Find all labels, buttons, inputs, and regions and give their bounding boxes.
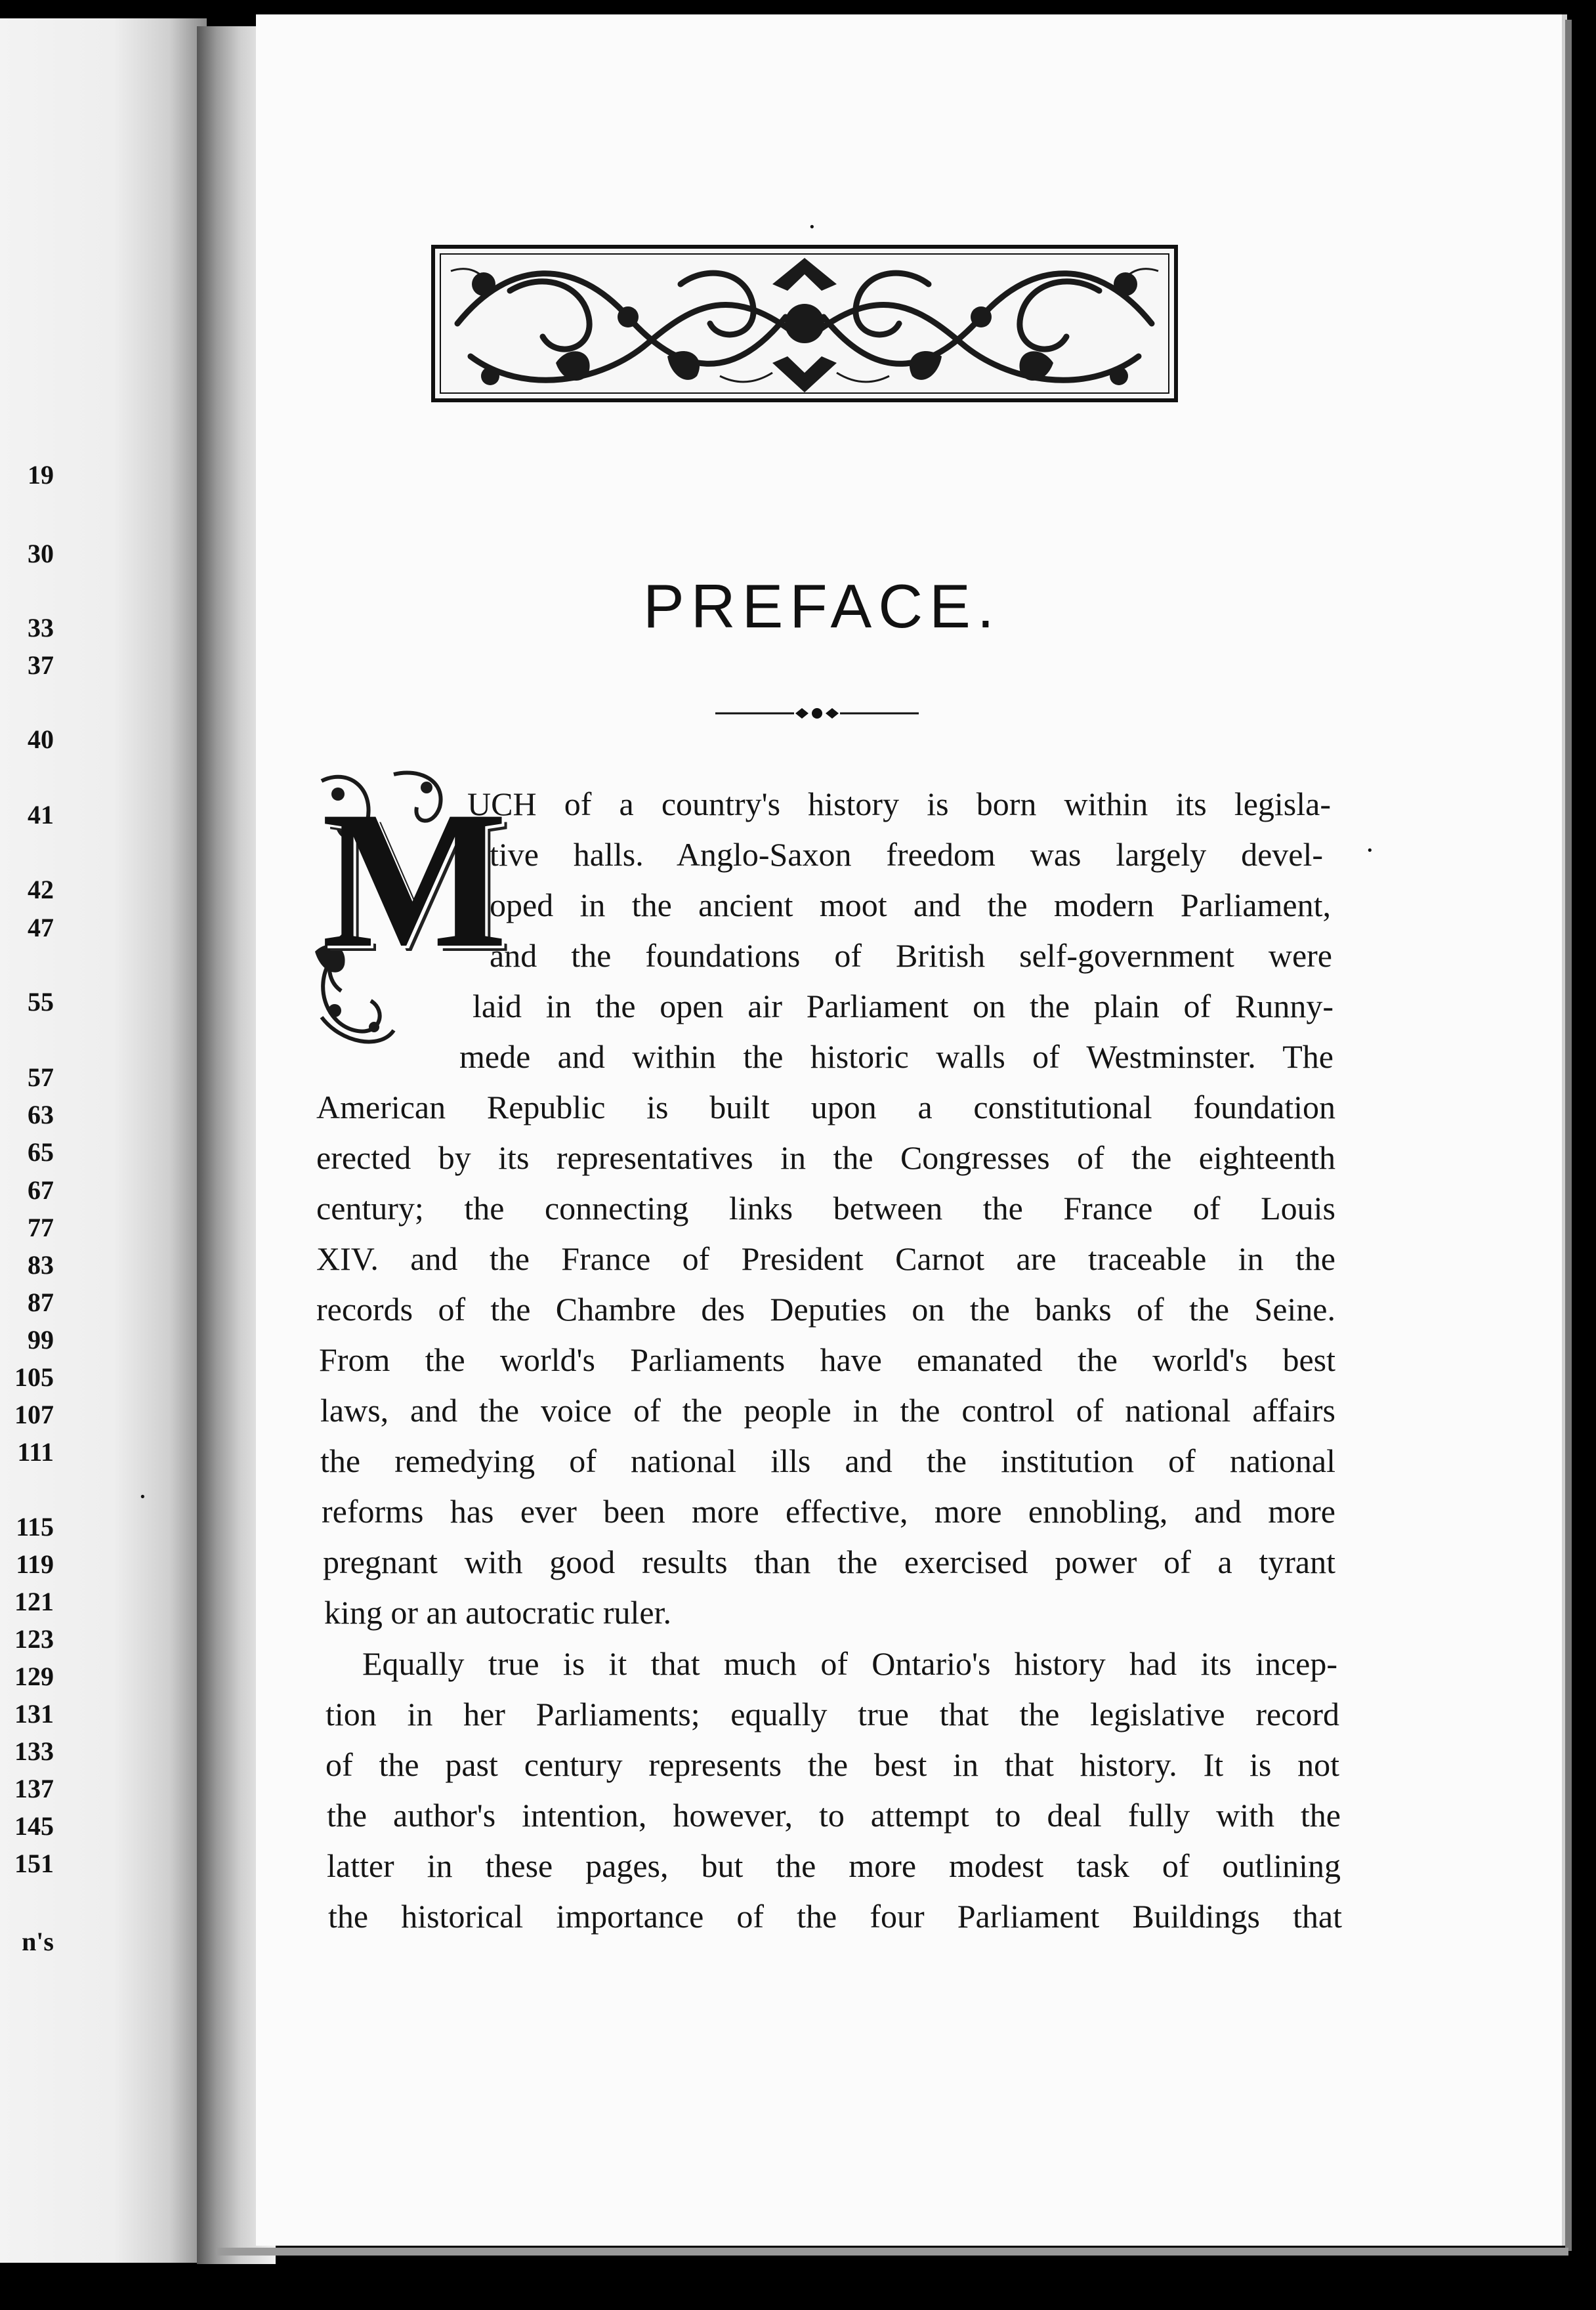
toc-page-number: 151 (14, 1849, 54, 1878)
text-line: mede and within the historic walls of Westminster. The (459, 1038, 1334, 1075)
toc-page-number: 47 (28, 913, 54, 942)
toc-page-number: 30 (28, 539, 54, 568)
toc-page-number: 131 (14, 1699, 54, 1729)
scan-speck: · (138, 1480, 148, 1513)
page-bottom-edge (217, 2248, 1568, 2256)
toc-page-number: 137 (14, 1774, 54, 1803)
toc-page-number: 67 (28, 1175, 54, 1205)
text-line: latter in these pages, but the more modest task of outlining (327, 1847, 1341, 1884)
toc-page-number: 119 (16, 1549, 54, 1579)
toc-page-number: 63 (28, 1100, 54, 1129)
toc-page-number: 123 (14, 1624, 54, 1654)
headpiece-ornament (431, 245, 1178, 402)
text-line: reforms has ever been more effective, more ennobling, and more (322, 1493, 1335, 1530)
text-line: XIV. and the France of President Carnot are traceable in the (316, 1240, 1335, 1277)
text-line: century; the connecting links between the France of Louis (316, 1190, 1335, 1227)
toc-page-number: 83 (28, 1250, 54, 1280)
toc-page-number: 121 (14, 1587, 54, 1616)
scan-speck: · (807, 211, 817, 243)
text-line: the author's intention, however, to attempt to deal fully with the (327, 1797, 1341, 1834)
toc-page-number: 41 (28, 800, 54, 830)
toc-page-number: 77 (28, 1213, 54, 1242)
toc-page-number: 37 (28, 650, 54, 680)
text-line: and the foundations of British self-government were (490, 937, 1332, 974)
text-line: the historical importance of the four Parliament Buildings that (328, 1898, 1342, 1935)
toc-page-number: 111 (17, 1437, 54, 1467)
toc-page-number: 107 (14, 1400, 54, 1429)
text-line: American Republic is built upon a constitutional foundation (316, 1089, 1335, 1125)
title-divider (715, 705, 919, 721)
text-line: laws, and the voice of the people in the control of national affairs (320, 1392, 1335, 1429)
toc-page-number: 55 (28, 987, 54, 1017)
text-line: of the past century represents the best in that history. It is not (326, 1746, 1339, 1783)
text-line: records of the Chambre des Deputies on the banks of the Seine. (316, 1291, 1335, 1328)
toc-page-number: 129 (14, 1662, 54, 1691)
page-title: PREFACE. (643, 572, 1001, 640)
toc-page-number: 87 (28, 1288, 54, 1317)
text-line: oped in the ancient moot and the modern Parliament, (490, 887, 1331, 923)
toc-page-number: 42 (28, 875, 54, 904)
toc-footer-fragment: n's (22, 1927, 54, 1956)
text-line: Equally true is it that much of Ontario's history had its incep- (362, 1645, 1337, 1682)
page-edge (1565, 20, 1572, 2251)
toc-page-number: 99 (28, 1325, 54, 1354)
text-line: tive halls. Anglo-Saxon freedom was largely devel- (490, 836, 1323, 873)
toc-page-number: 19 (28, 460, 54, 490)
text-line: tion in her Parliaments; equally true that the legislative record (326, 1696, 1339, 1732)
drop-cap (308, 768, 508, 1057)
text-line: the remedying of national ills and the institution of national (320, 1442, 1335, 1479)
toc-page-number: 33 (28, 613, 54, 642)
toc-page-number: 133 (14, 1736, 54, 1766)
toc-page-number: 57 (28, 1062, 54, 1092)
text-line: From the world's Parliaments have emanated the world's best (319, 1341, 1335, 1378)
toc-page-number: 40 (28, 724, 54, 754)
drop-cap-letter: M (322, 770, 508, 988)
text-line-last: king or an autocratic ruler. (324, 1594, 671, 1631)
toc-page-number: 65 (28, 1137, 54, 1167)
text-line: erected by its representatives in the Congresses of the eighteenth (316, 1139, 1335, 1176)
toc-page-number: 115 (16, 1512, 54, 1542)
toc-page-number: 105 (14, 1362, 54, 1392)
scan-speck: · (1365, 834, 1375, 866)
text-line: laid in the open air Parliament on the plain of Runny- (472, 988, 1334, 1024)
toc-page-number: 145 (14, 1811, 54, 1841)
text-line: pregnant with good results than the exercised power of a tyrant (323, 1544, 1335, 1580)
text-line: UCH of a country's history is born within its legisla- (467, 786, 1331, 822)
